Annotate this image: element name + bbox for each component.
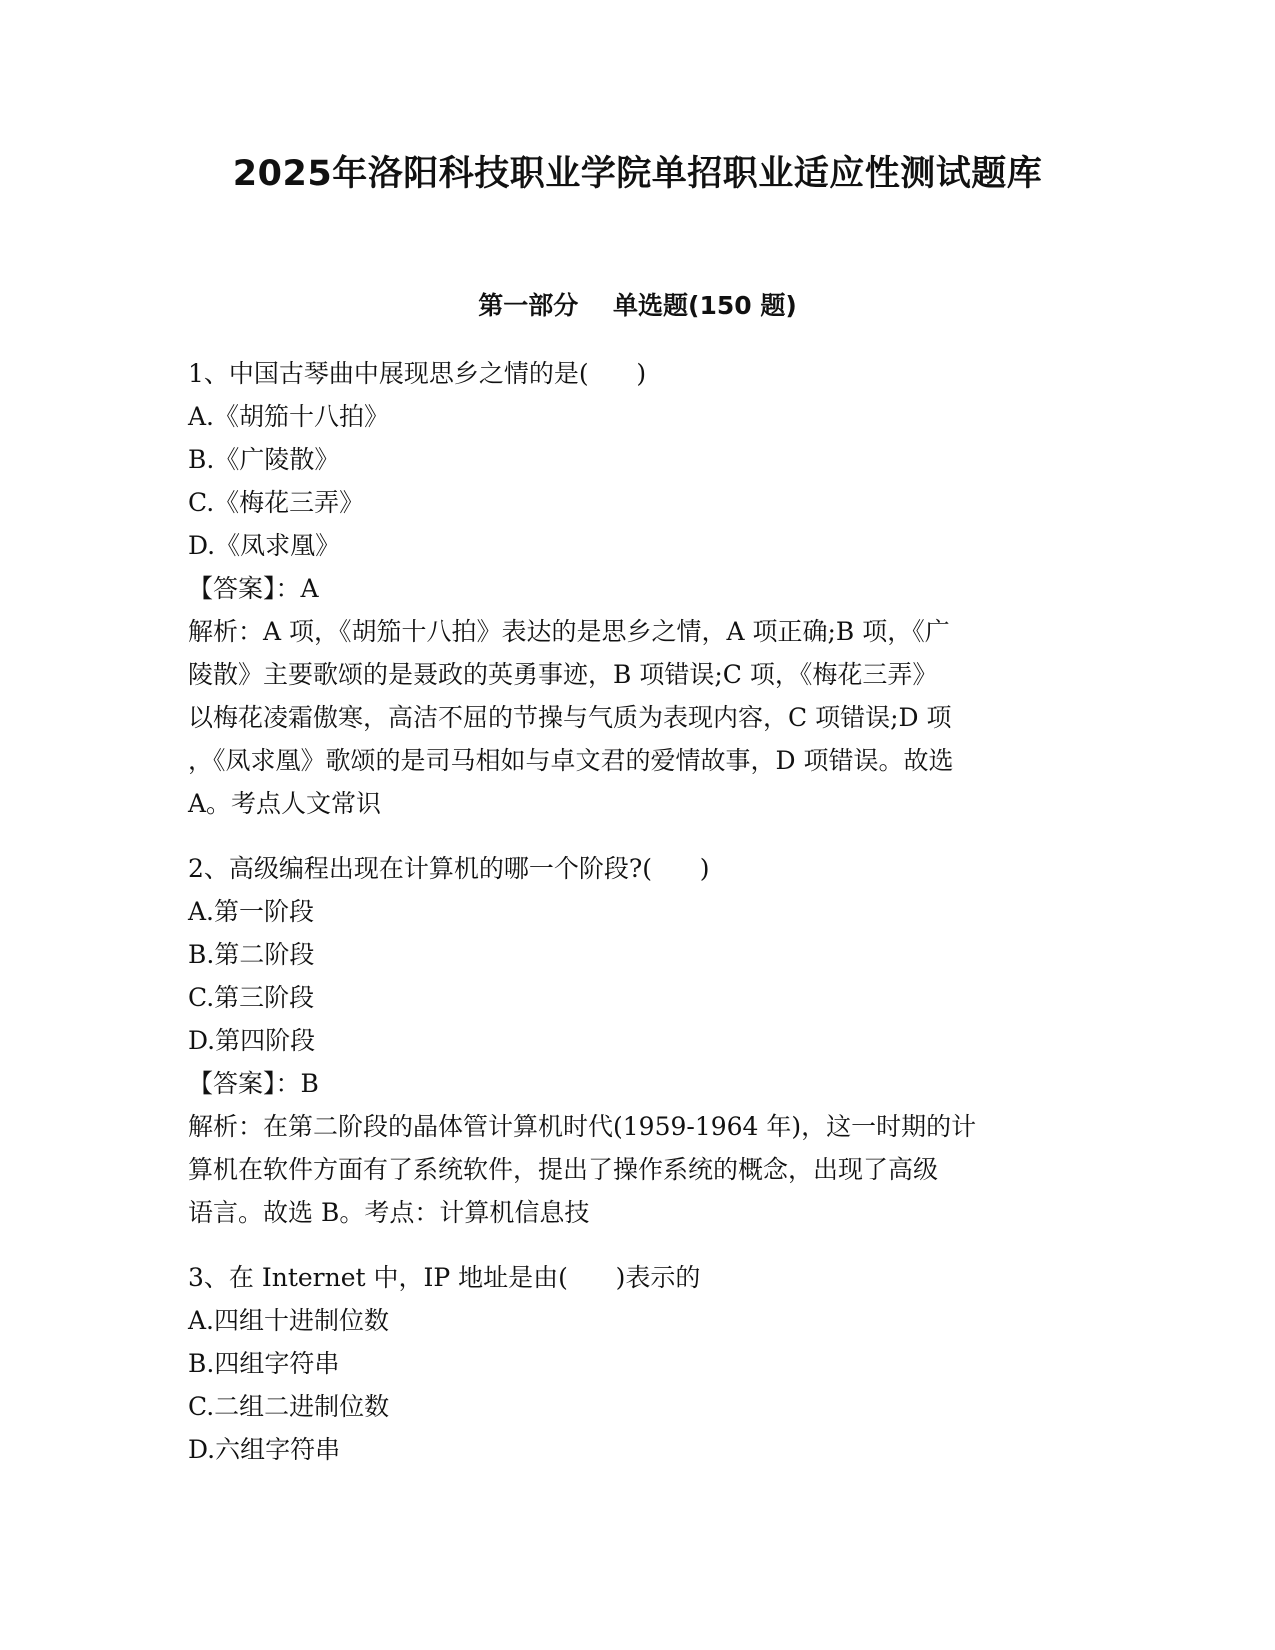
analysis-line: 以梅花凌霜傲寒，高洁不屈的节操与气质为表现内容，C 项错误;D 项 [188,703,952,732]
question-2 [188,847,1088,1234]
option-d: D.第四阶段 [188,1026,316,1055]
option-d: D.六组字符串 [188,1435,341,1464]
question-stem: 3、在 Internet 中，IP 地址是由( )表示的 [188,1263,701,1292]
analysis [188,610,1088,825]
option-b: B.四组字符串 [188,1349,340,1378]
option-a: A.四组十进制位数 [188,1306,390,1335]
section-title: 第一部分 单选题(150 题) [478,291,797,320]
option-b: B.《广陵散》 [188,445,340,474]
answer: 【答案】：A [188,574,319,603]
analysis-line: 解析：在第二阶段的晶体管计算机时代(1959-1964 年)，这一时期的计 [188,1112,977,1141]
document-title: 2025年洛阳科技职业学院单招职业适应性测试题库 [232,154,1043,194]
option-c: C.二组二进制位数 [188,1392,390,1421]
answer: 【答案】：B [188,1069,319,1098]
analysis-line: 算机在软件方面有了系统软件，提出了操作系统的概念，出现了高级 [188,1155,939,1184]
option-d: D.《凤求凰》 [188,531,341,560]
option-a: A.第一阶段 [188,897,315,926]
question-list [188,352,1088,1493]
option-b: B.第二阶段 [188,940,315,969]
question-1 [188,352,1088,825]
question-stem: 1、中国古琴曲中展现思乡之情的是( ) [188,359,647,388]
question-stem: 2、高级编程出现在计算机的哪一个阶段?( ) [188,854,710,883]
analysis-line: 解析：A 项，《胡笳十八拍》表达的是思乡之情，A 项正确;B 项，《广 [188,617,950,646]
analysis-line: 语言。故选 B。考点：计算机信息技 [188,1198,590,1227]
option-a: A.《胡笳十八拍》 [188,402,390,431]
analysis-line: 陵散》主要歌颂的是聂政的英勇事迹，B 项错误;C 项，《梅花三弄》 [188,660,938,689]
analysis [188,1105,1088,1234]
option-c: C.第三阶段 [188,983,315,1012]
analysis-line: A。考点人文常识 [188,789,382,818]
question-3 [188,1256,1088,1471]
option-c: C.《梅花三弄》 [188,488,365,517]
analysis-line: ，《凤求凰》歌颂的是司马相如与卓文君的爱情故事，D 项错误。故选 [188,746,954,775]
